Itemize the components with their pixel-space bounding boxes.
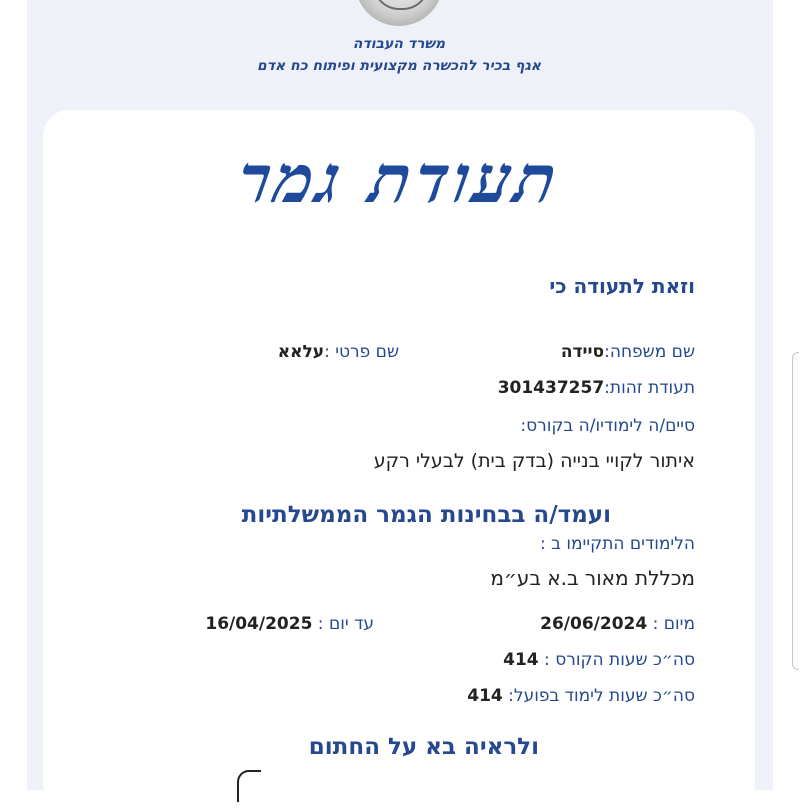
to-date-row: עד יום : 16/04/2025	[206, 614, 375, 634]
course-hours-row: סה״כ שעות הקורס : 414	[504, 650, 696, 670]
from-date-row: מיום : 26/06/2024	[541, 614, 696, 634]
family-name-row: שם משפחה:סיידה	[561, 342, 696, 362]
course-name: איתור לקויי בנייה (בדק בית) לבעלי רקע	[374, 450, 696, 472]
course-hours-value: 414	[504, 650, 540, 670]
division-name: אגף בכיר להכשרה מקצועית ופיתוח כח אדם	[258, 58, 542, 74]
actual-hours-value: 414	[468, 686, 504, 706]
first-name-row: שם פרטי :עלאא	[278, 342, 400, 362]
actual-hours-label: סה״כ שעות לימוד בפועל	[514, 686, 696, 706]
id-label: תעודת זהות	[610, 378, 696, 398]
id-value: 301437257	[498, 378, 606, 398]
id-row: תעודת זהות:301437257	[498, 378, 696, 398]
actual-hours-row: סה״כ שעות לימוד בפועל: 414	[468, 686, 696, 706]
family-name-value: סיידה	[561, 342, 606, 362]
exam-statement: ועמד/ה בבחינות הגמר הממשלתיות	[242, 502, 612, 528]
course-hours-label: סה״כ שעות הקורס	[556, 650, 696, 670]
location-value: מכללת מאור ב.א בע״מ	[491, 566, 696, 590]
to-date-label: עד יום	[329, 614, 375, 634]
first-name-value: עלאא	[278, 342, 326, 362]
to-date-value: 16/04/2025	[206, 614, 314, 634]
first-name-label: שם פרטי	[336, 342, 400, 362]
certificate-title: תעודת גמר	[232, 140, 568, 218]
signature-mark	[238, 770, 262, 802]
location-label: הלימודים התקיימו ב :	[540, 534, 696, 554]
from-date-value: 26/06/2024	[541, 614, 649, 634]
from-date-label: מיום	[664, 614, 696, 634]
course-label: סיים/ה לימודיו/ה בקורס:	[521, 416, 696, 436]
scrollbar[interactable]	[793, 352, 800, 670]
family-name-label: שם משפחה	[610, 342, 696, 362]
ministry-name: משרד העבודה	[353, 36, 447, 52]
certificate-intro: וזאת לתעודה כי	[550, 274, 696, 298]
closing-statement: ולראיה בא על החתום	[309, 734, 540, 760]
